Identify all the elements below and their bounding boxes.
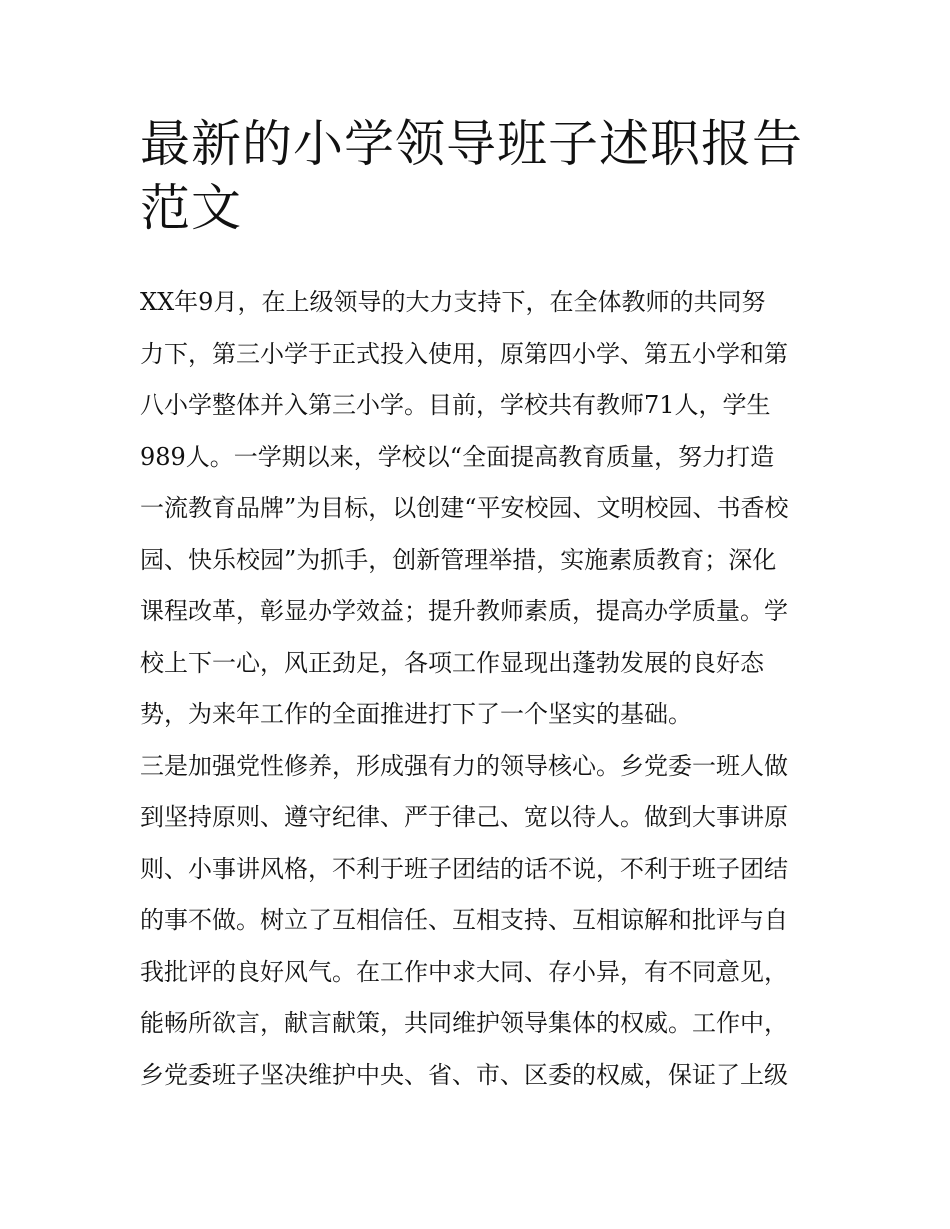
title-line: 最新的小学领导班子述职报告: [140, 115, 803, 173]
document-body: [140, 282, 820, 1106]
text-line: 能畅所欲言，献言献策，共同维护领导集体的权威。工作中，: [140, 1009, 788, 1037]
text-line: 八小学整体并入第三小学。目前，学校共有教师71人，学生: [140, 391, 771, 419]
text-line: 势，为来年工作的全面推进打下了一个坚实的基础。: [140, 700, 692, 728]
paragraph-1: [140, 282, 820, 746]
text-line: 则、小事讲风格，不利于班子团结的话不说，不利于班子团结: [140, 854, 788, 883]
paragraph-2: [140, 746, 820, 1107]
text-line: 我批评的良好风气。在工作中求大同、存小异，有不同意见，: [140, 957, 788, 986]
text-line: 课程改革，彰显办学效益；提升教师素质，提高办学质量。学: [140, 597, 788, 625]
text-line: 的事不做。树立了互相信任、互相支持、互相谅解和批评与自: [140, 906, 788, 934]
text-line: 一流教育品牌”为目标，以创建“平安校园、文明校园、书香校: [140, 494, 789, 522]
text-line: 三是加强党性修养，形成强有力的领导核心。乡党委一班人做: [140, 751, 788, 780]
text-line: XX年9月，在上级领导的大力支持下，在全体教师的共同努: [140, 288, 766, 316]
text-line: 到坚持原则、遵守纪律、严于律己、宽以待人。做到大事讲原: [140, 803, 788, 831]
title-line: 范文: [140, 179, 242, 237]
document-title: [140, 112, 820, 240]
text-line: 989人。一学期以来，学校以“全面提高教育质量，努力打造: [140, 442, 775, 471]
text-line: 园、快乐校园”为抓手，创新管理举措，实施素质教育；深化: [140, 545, 777, 574]
text-line: 乡党委班子坚决维护中央、省、市、区委的权威，保证了上级: [140, 1060, 788, 1089]
text-line: 校上下一心，风正劲足，各项工作显现出蓬勃发展的良好态: [140, 648, 764, 677]
text-line: 力下，第三小学于正式投入使用，原第四小学、第五小学和第: [140, 339, 788, 368]
